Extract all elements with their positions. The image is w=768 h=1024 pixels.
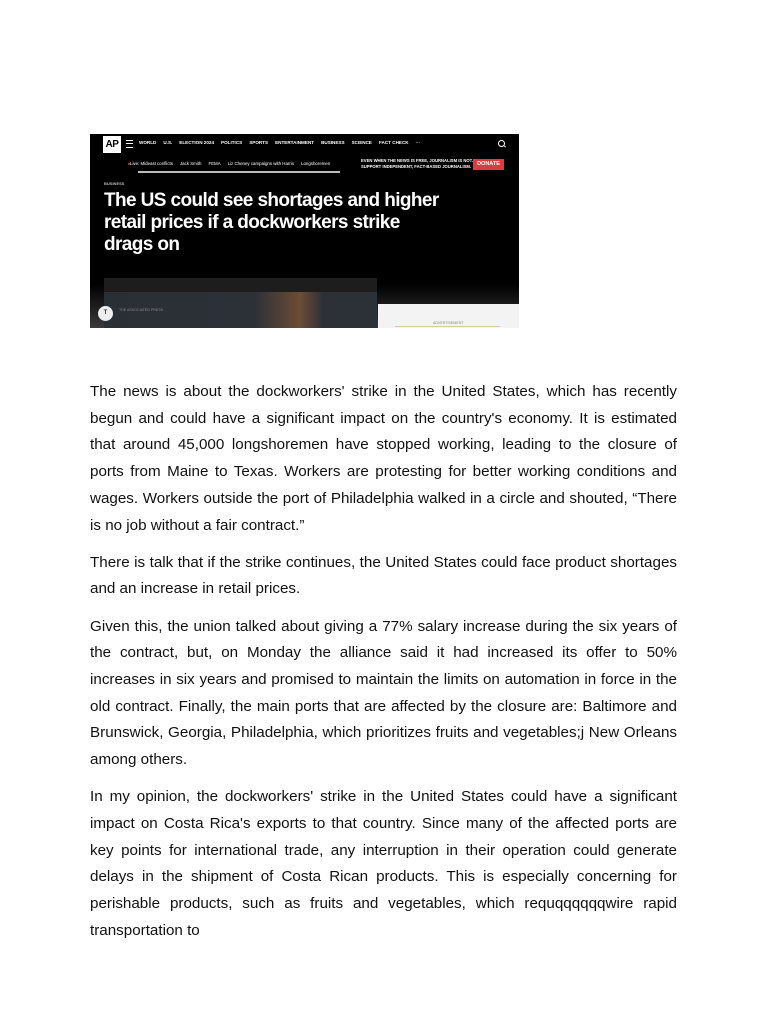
nav-item-business: BUSINESS [321,140,345,145]
advertisement-label: ADVERTISEMENT [433,321,464,325]
nav-item-science: SCIENCE [351,140,372,145]
trending-item: FEMA [208,161,221,166]
article-screenshot [90,134,519,328]
photo-credit: THE ASSOCIATED PRESS [119,308,164,312]
trending-item: Live: Mideast conflicts [130,161,173,166]
trending-item: Jack Smith [179,161,202,166]
trending-scrollbar [138,171,340,173]
nav-item-fact-check: FACT CHECK [379,140,409,145]
trending-item: Longshoremen [301,161,331,166]
nav-item-sports: SPORTS [249,140,269,145]
nav-item-entertainment: ENTERTAINMENT [275,140,315,145]
article-headline: The US could see shortages and higher retail prices if a dockworkers strike drags on [104,190,439,255]
donate-message: EVEN WHEN THE NEWS IS FREE, JOURNALISM IS NOT. SUPPORT INDEPENDENT, FACT-BASED JOURNALISM. [361,158,473,169]
nav-bar [139,140,420,145]
ad-divider [395,326,500,327]
paragraph: In my opinion, the dockworkers' strike in the United States could have a significant impact on Costa Rica's exports to that country. Since many of the affected ports are key points for international trade, any interruption in their operation could generate delays in the shipment of Costa Rican products. This is especially concerning for perishable products, such as fruits and vegetables, which requqqqqqqwire rapid transportation to [90,788,677,939]
translate-icon: T [98,306,113,321]
ap-logo: AP [103,136,121,153]
nav-item-election: ELECTION 2024 [179,140,215,145]
article-photo [104,278,377,328]
nav-item-politics: POLITICS [221,140,243,145]
donate-button: DONATE [473,159,504,170]
paragraph: There is talk that if the strike continues, the United States could face product shortages and an increase in retail prices. [90,553,677,598]
trending-item: Liz Cheney campaigns with Harris [227,161,295,166]
search-icon [498,140,505,147]
nav-item-world: WORLD [139,140,157,145]
paragraph: Given this, the union talked about giving a 77% salary increase during the six years of the contract, but, on Monday the alliance said it had increased its offer to 50% increases in six years and promised to maintain the limits on automation in force in the old contract. Finally, the main ports that are affected by the closure are: Baltimore and Brunswick, Georgia, Philadelphia, which prioritizes fruits and vegetables;j New Orleans among others. [90,617,677,769]
article-body [90,379,677,955]
nav-item-us: U.S. [163,140,173,145]
paragraph: The news is about the dockworkers' strike in the United States, which has recently begun and could have a significant impact on the country's economy. It is estimated that around 45,000 longshoremen have stopped working, leading to the closure of ports from Maine to Texas. Workers are protesting for better working conditions and wages. Workers outside the port of Philadelphia walked in a circle and shouted, “There is no job without a fair contract.” [90,383,677,534]
menu-icon [126,140,133,148]
trending-bar [130,161,352,166]
article-category: BUSINESS [104,181,125,186]
nav-more-icon: ··· [415,140,421,145]
